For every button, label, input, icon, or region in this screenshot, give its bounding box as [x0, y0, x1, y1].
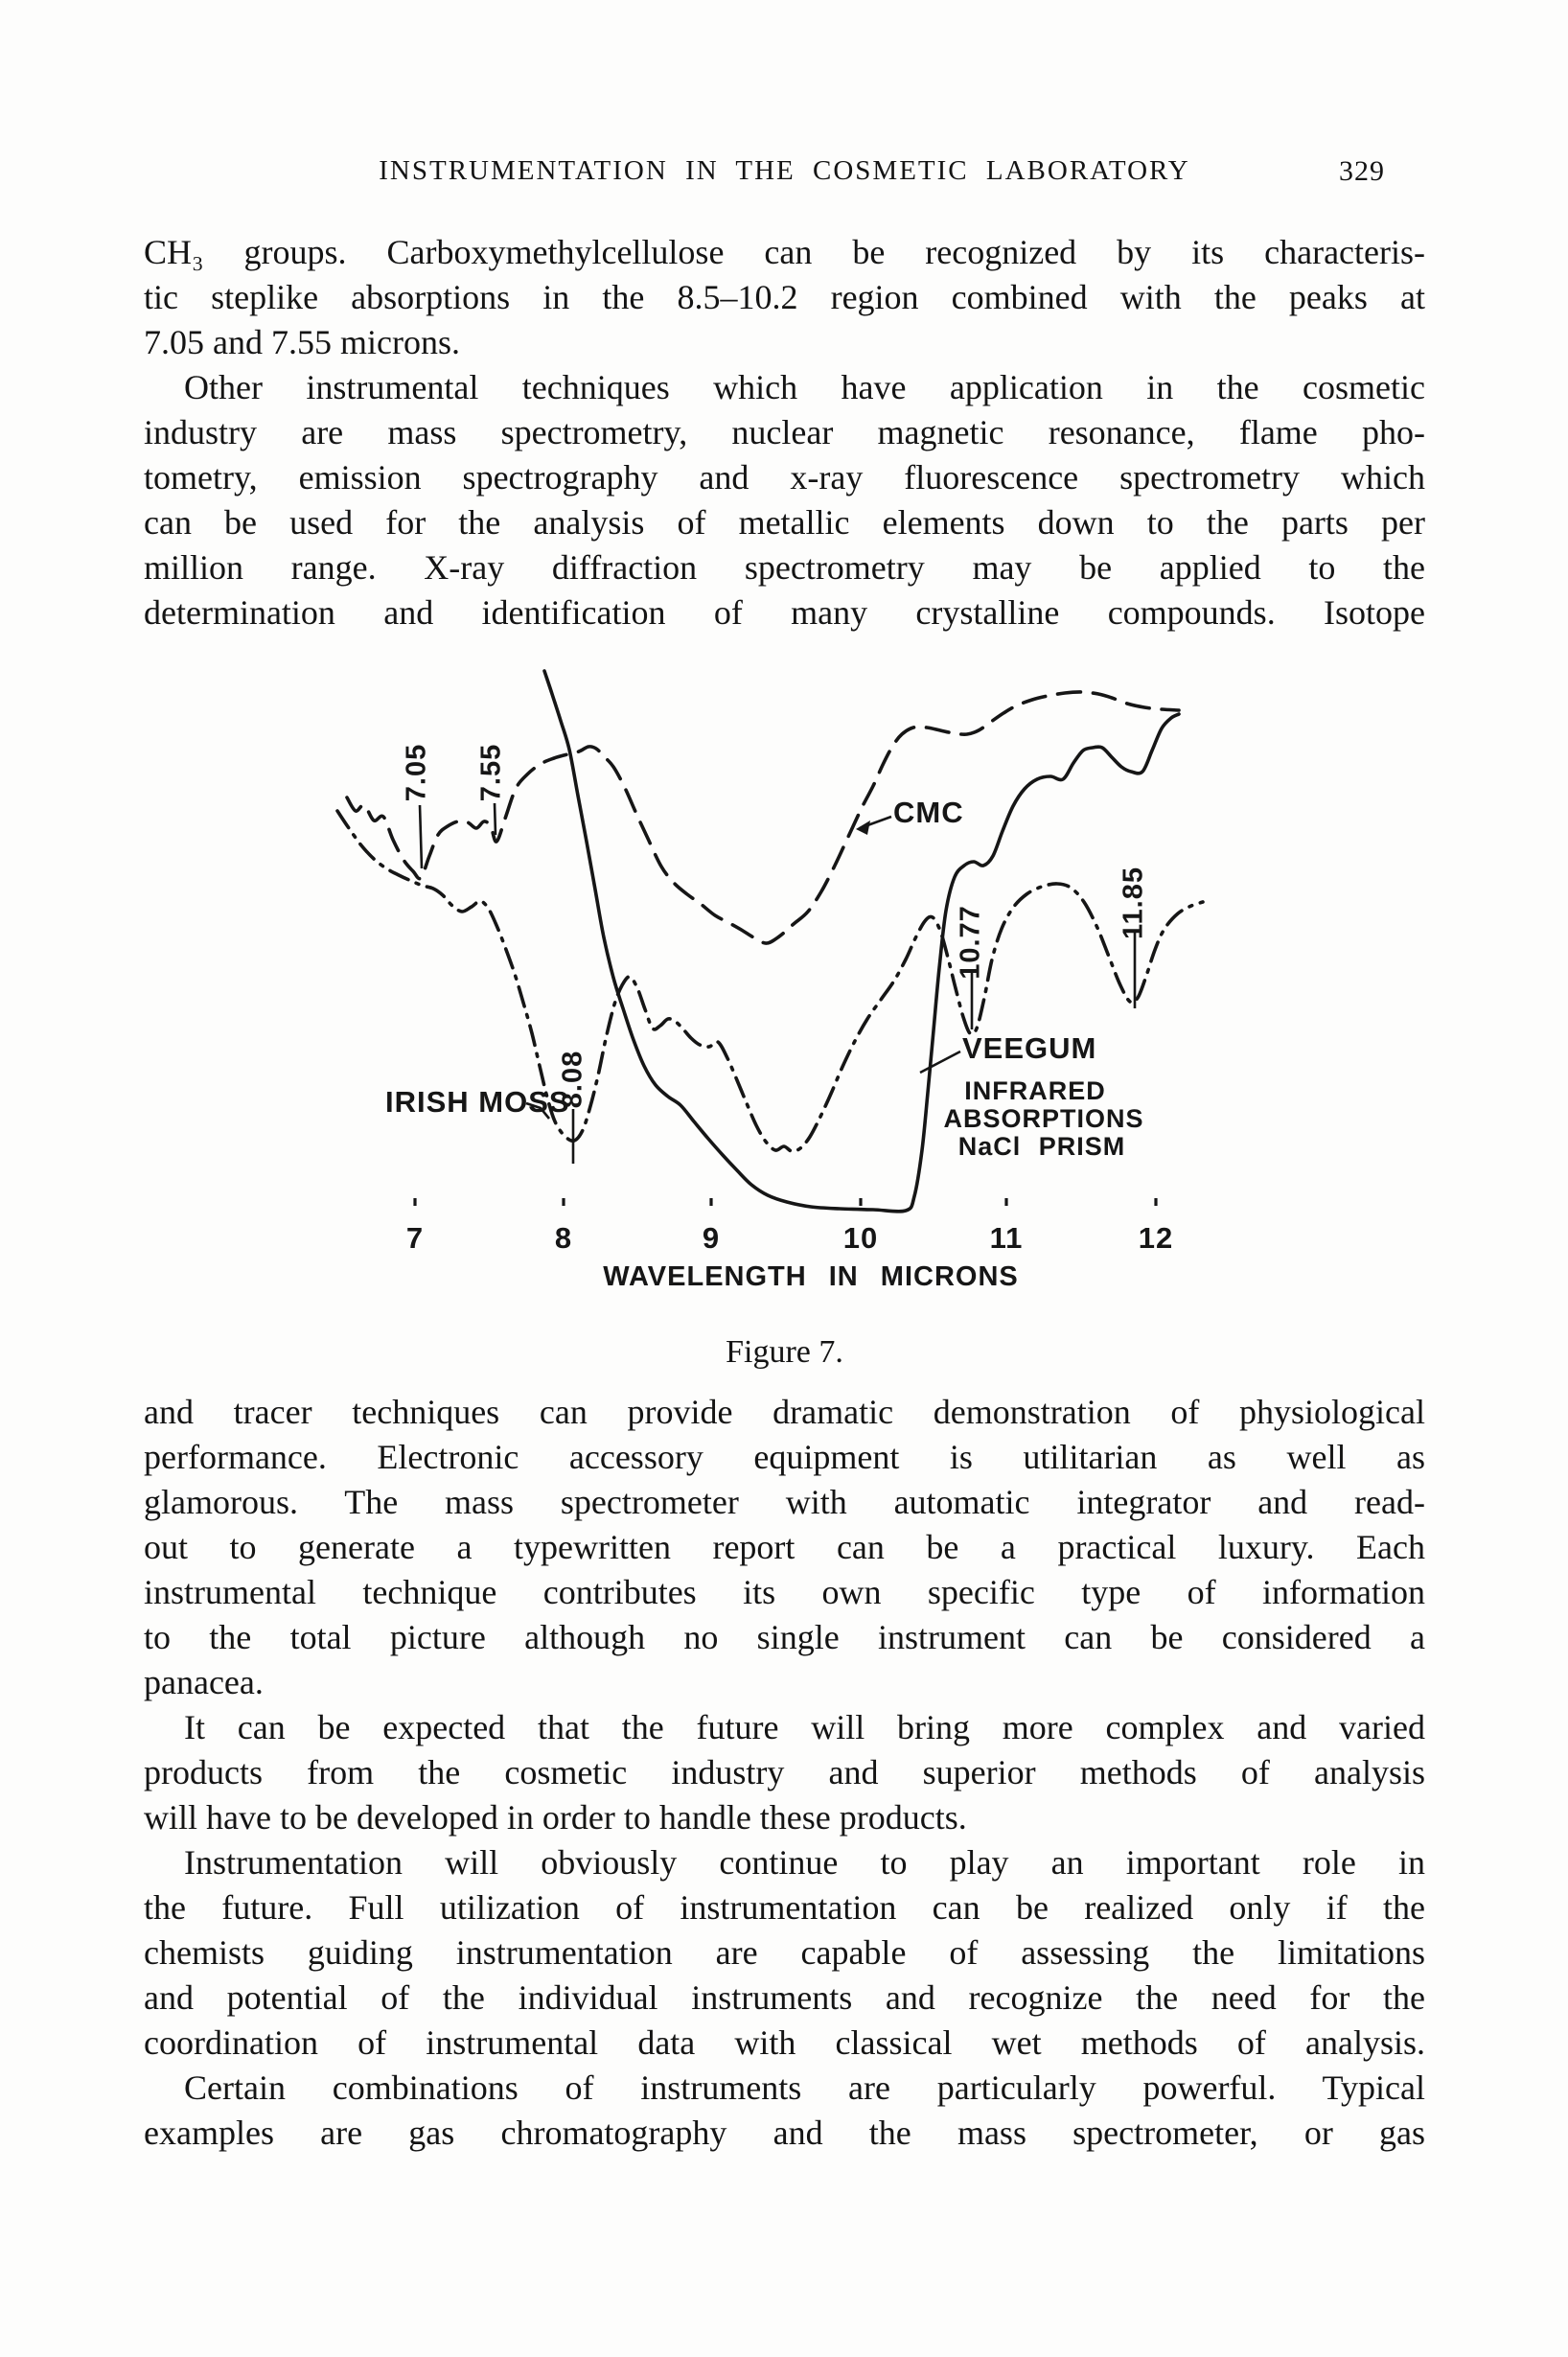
- irish-moss-label: IRISH MOSS: [385, 1085, 570, 1119]
- band-label-7.55: 7.55: [475, 743, 507, 802]
- x-tick-label-10: 10: [842, 1221, 879, 1255]
- text-line: instrumental technique contributes its own specific type of information: [144, 1573, 1425, 1611]
- figure-note-line-3: NaCl PRISM: [957, 1132, 1126, 1161]
- text-line: panacea.: [144, 1663, 264, 1701]
- x-tick-label-12: 12: [1138, 1221, 1174, 1255]
- figure-note-line-1: INFRARED: [964, 1076, 1106, 1105]
- text-line: glamorous. The mass spectrometer with automatic integrator and read-: [144, 1483, 1425, 1521]
- text-line: chemists guiding instrumentation are capable of assessing the limitations: [144, 1933, 1425, 1972]
- text-line: Other instrumental techniques which have application in the cosmetic: [184, 368, 1425, 406]
- text-line: It can be expected that the future will bring more complex and varied: [184, 1708, 1425, 1746]
- veegum-leader-line: [920, 1051, 960, 1073]
- text-line: industry are mass spectrometry, nuclear magnetic resonance, flame pho-: [144, 413, 1425, 451]
- paragraph: [144, 1840, 1425, 2066]
- veegum-label: VEEGUM: [962, 1031, 1097, 1065]
- text-line: 7.05 and 7.55 microns.: [144, 323, 460, 361]
- page-number: 329: [1339, 155, 1385, 187]
- x-tick-label-11: 11: [989, 1221, 1024, 1255]
- x-tick-label-7: 7: [405, 1221, 425, 1255]
- text-line: coordination of instrumental data with classical wet methods of analysis.: [144, 2023, 1425, 2062]
- figure-note-line-2: ABSORPTIONS: [943, 1104, 1144, 1133]
- band-label-7.05: 7.05: [401, 743, 432, 802]
- x-axis-title: WAVELENGTH IN MICRONS: [603, 1261, 1019, 1292]
- x-tick-label-9: 9: [702, 1221, 721, 1255]
- band-label-10.77: 10.77: [955, 905, 986, 980]
- peak-line-7.05: [420, 805, 422, 868]
- text-line: CH₃ groups. Carboxymethylcellulose can be recognized by its characteris-: [144, 233, 1425, 271]
- figure-caption: Figure 7.: [726, 1334, 843, 1370]
- text-line: to the total picture although no single instrument can be considered a: [144, 1618, 1425, 1656]
- text-line: million range. X-ray diffraction spectrometry may be applied to the: [144, 548, 1425, 587]
- cmc-label: CMC: [893, 796, 964, 829]
- text-line: products from the cosmetic industry and superior methods of analysis: [144, 1753, 1425, 1791]
- text-line: will have to be developed in order to handle these products.: [144, 1798, 967, 1837]
- text-line: determination and identification of many crystalline compounds. Isotope: [144, 593, 1425, 632]
- text-line: the future. Full utilization of instrumentation can be realized only if the: [144, 1888, 1425, 1927]
- paragraph: [144, 1705, 1425, 1840]
- text-line: and potential of the individual instruments and recognize the need for the: [144, 1978, 1425, 2017]
- x-tick-label-8: 8: [554, 1221, 573, 1255]
- text-line: Instrumentation will obviously continue to play an important role in: [184, 1843, 1425, 1882]
- text-line: can be used for the analysis of metallic elements down to the parts per: [144, 503, 1425, 542]
- text-line: out to generate a typewritten report can be a practical luxury. Each: [144, 1528, 1425, 1566]
- band-label-11.85: 11.85: [1118, 867, 1149, 939]
- text-line: examples are gas chromatography and the mass spectrometer, or gas: [144, 2114, 1425, 2152]
- paragraph: [144, 2066, 1425, 2156]
- paragraph: [144, 1390, 1425, 1705]
- running-title: INSTRUMENTATION IN THE COSMETIC LABORATORY: [379, 155, 1190, 186]
- cmc-leader-arrow: [856, 820, 870, 835]
- peak-line-7.55: [495, 803, 496, 835]
- text-line: and tracer techniques can provide dramatic demonstration of physiological: [144, 1393, 1425, 1431]
- band-label-8.08: 8.08: [557, 1050, 588, 1109]
- text-line: Certain combinations of instruments are particularly powerful. Typical: [184, 2068, 1425, 2107]
- text-block-bottom: [144, 1390, 1425, 2156]
- text-line: tometry, emission spectrography and x-ray fluorescence spectrometry which: [144, 458, 1425, 497]
- text-line: tic steplike absorptions in the 8.5–10.2 region combined with the peaks at: [144, 278, 1425, 316]
- text-line: performance. Electronic accessory equipment is utilitarian as well as: [144, 1438, 1425, 1476]
